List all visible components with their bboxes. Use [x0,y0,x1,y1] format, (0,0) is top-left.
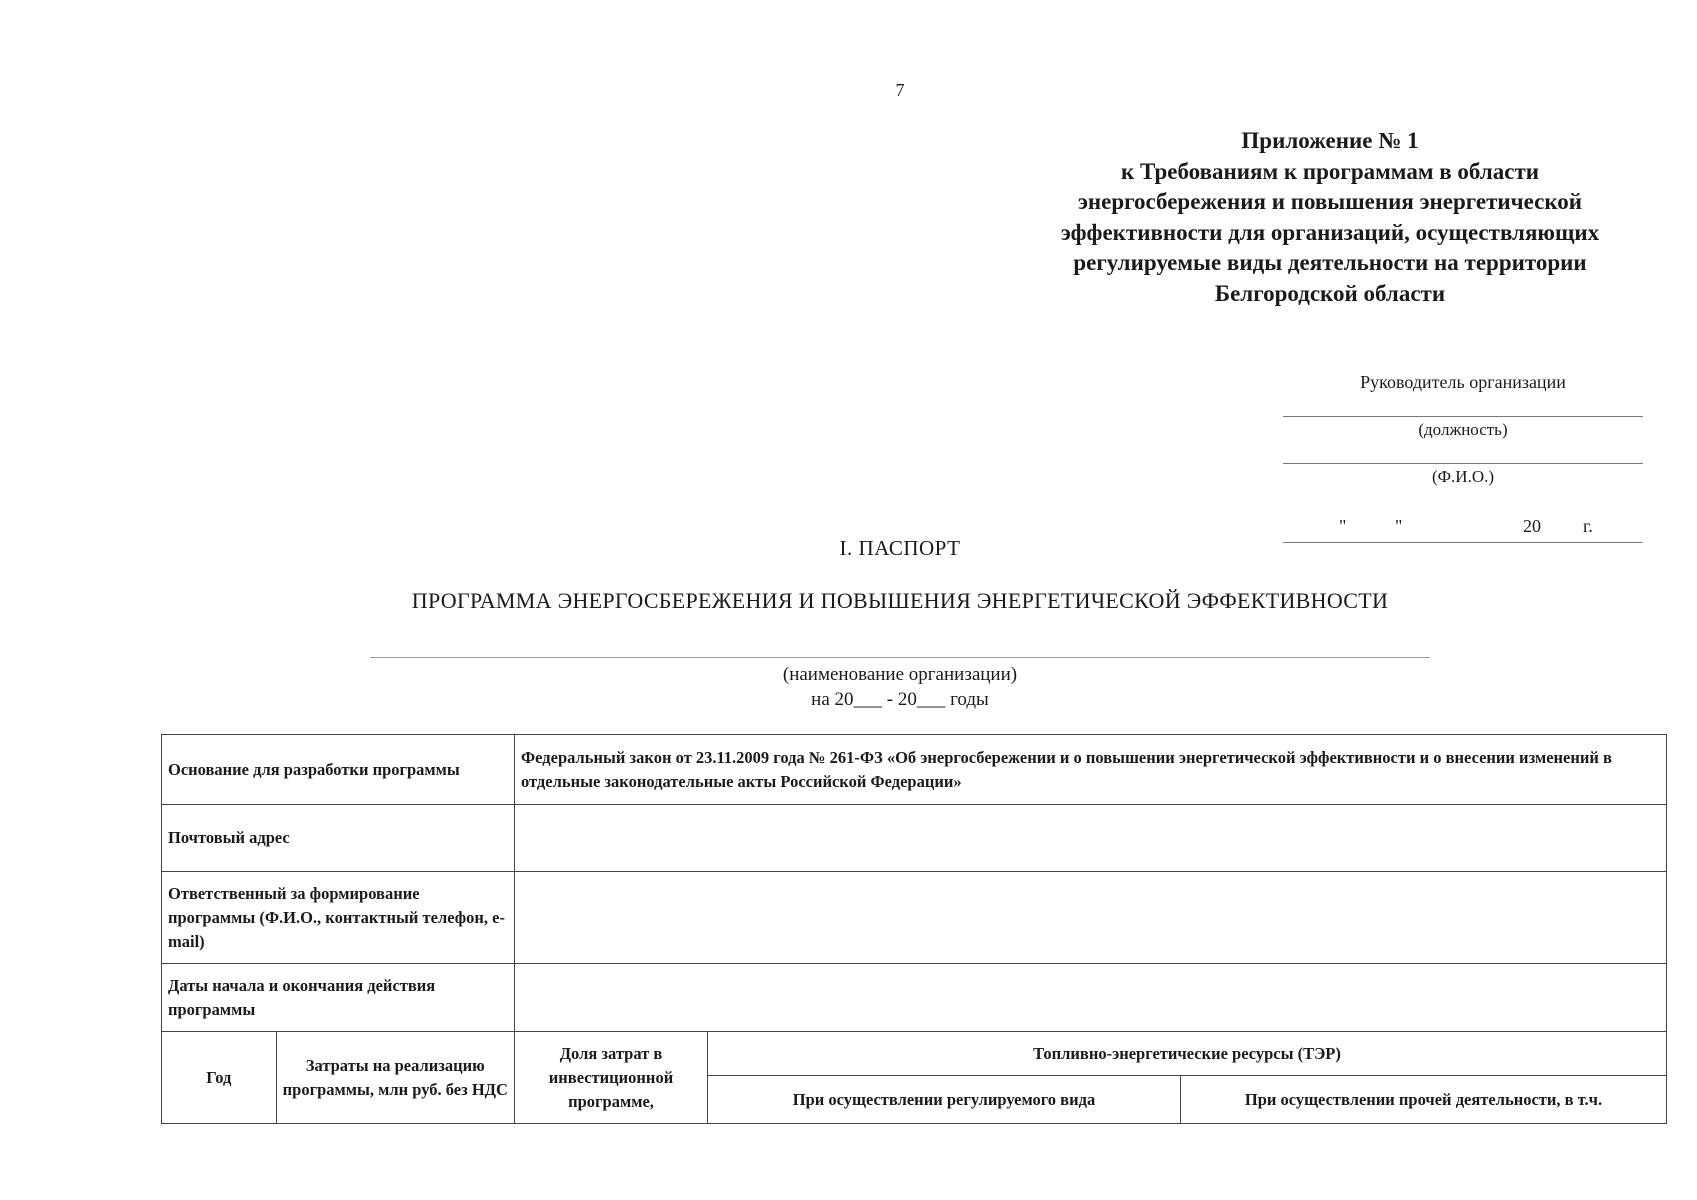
other-activity-header: При осуществлении прочей деятельности, в т.ч. [1181,1076,1667,1124]
appendix-line: регулируемые виды деятельности на территории [1073,250,1587,275]
section-title: I. ПАСПОРТ [839,536,961,560]
share-column-header: Доля затрат в инвестиционной программе, [515,1032,708,1124]
appendix-header [990,126,1670,309]
date-open-quote: " [1339,516,1347,536]
program-years: на 20___ - 20___ годы [811,689,989,710]
approval-block [1283,368,1643,543]
dates-label: Даты начала и окончания действия программы [162,964,515,1032]
position-caption: (должность) [1418,420,1508,439]
appendix-line: энергосбережения и повышения энергетической [1077,189,1583,214]
address-value [515,805,1667,872]
regulated-activity-header: При осуществлении регулируемого вида [708,1076,1181,1124]
date-year: 20 [1523,516,1541,536]
appendix-line: эффективности для организаций, осуществляющих [1060,219,1600,245]
date-suffix: г. [1583,516,1593,536]
dates-value [515,964,1667,1032]
page-number: 7 [895,80,905,100]
organization-caption: (наименование организации) [782,664,1018,685]
costs-column-header: Затраты на реализацию программы, млн руб. без НДС [276,1032,514,1124]
table-row [162,964,1667,1032]
table-row [162,1032,1667,1076]
table-row [162,872,1667,964]
program-title: ПРОГРАММА ЭНЕРГОСБЕРЕЖЕНИЯ И ПОВЫШЕНИЯ ЭНЕРГЕТИЧЕСКОЙ ЭФФЕКТИВНОСТИ [411,588,1389,613]
ter-column-header: Топливно-энергетические ресурсы (ТЭР) [708,1032,1667,1076]
passport-table [161,734,1667,1124]
table-row [162,805,1667,872]
responsible-value [515,872,1667,964]
responsible-label: Ответственный за формирование программы (Ф.И.О., контактный телефон, e-mail) [162,872,515,964]
organization-blank-line [370,657,1430,658]
organization-caption-block [370,662,1430,712]
date-close-quote: " [1395,516,1403,536]
basis-value: Федеральный закон от 23.11.2009 года № 261-ФЗ «Об энергосбережении и о повышении энергетической эффективности и о внесении изменений в отдельные законодательные акты Российской Федерации» [515,735,1667,805]
year-column-header: Год [162,1032,277,1124]
table-row [162,735,1667,805]
appendix-line: Белгородской области [1214,280,1446,306]
name-caption: (Ф.И.О.) [1431,467,1495,486]
basis-label: Основание для разработки программы [162,735,515,805]
appendix-line: Приложение № 1 [1241,128,1419,153]
address-label: Почтовый адрес [162,805,515,872]
approval-title: Руководитель организации [1360,372,1566,392]
appendix-line: к Требованиям к программам в области [1120,158,1539,184]
